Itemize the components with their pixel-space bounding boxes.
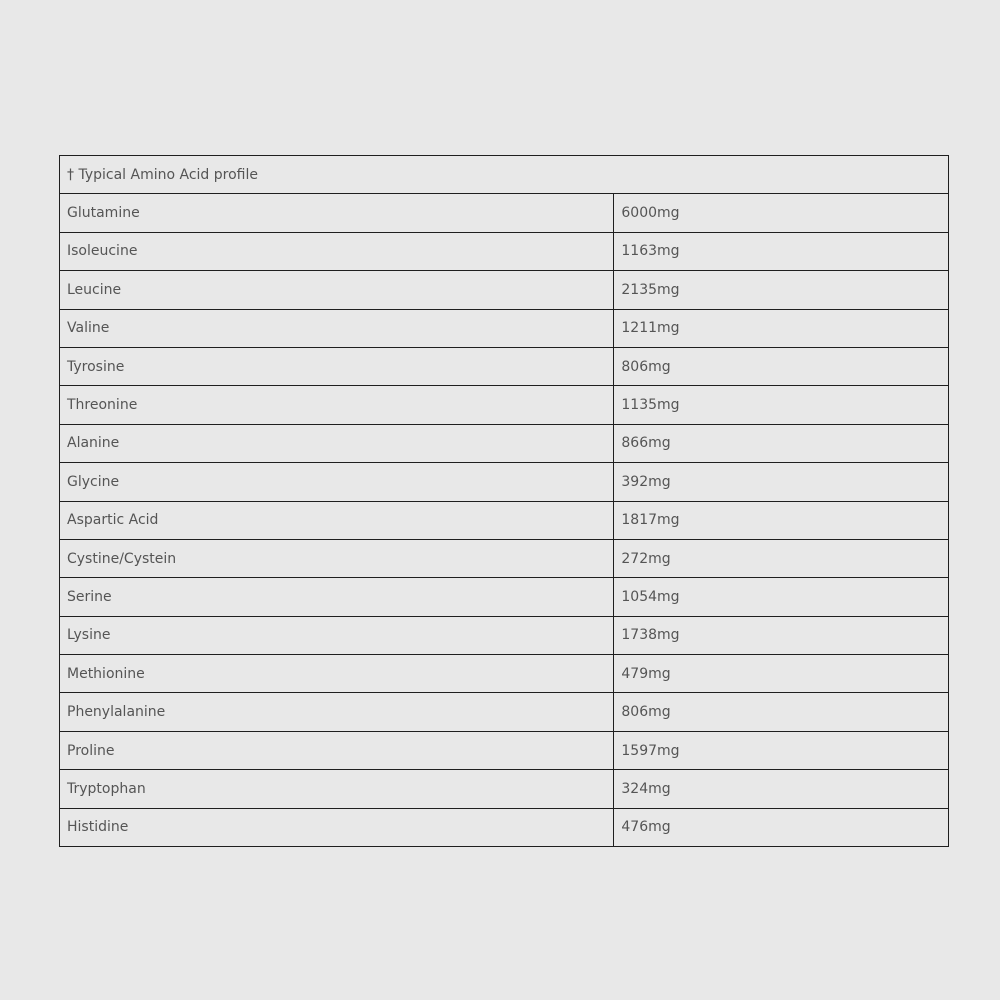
- amino-acid-name: Leucine: [60, 271, 614, 309]
- amino-acid-amount: 806mg: [614, 693, 949, 731]
- amino-acid-amount: 1738mg: [614, 616, 949, 654]
- table-header: † Typical Amino Acid profile: [60, 156, 949, 194]
- amino-acid-name: Serine: [60, 578, 614, 616]
- amino-acid-name: Threonine: [60, 386, 614, 424]
- amino-acid-name: Glycine: [60, 463, 614, 501]
- amino-acid-name: Phenylalanine: [60, 693, 614, 731]
- amino-acid-name: Aspartic Acid: [60, 501, 614, 539]
- table-row: [60, 463, 949, 501]
- amino-acid-amount: 392mg: [614, 463, 949, 501]
- amino-acid-name: Glutamine: [60, 194, 614, 232]
- table-row: [60, 770, 949, 808]
- table-row: [60, 232, 949, 270]
- amino-acid-name: Histidine: [60, 808, 614, 846]
- amino-acid-name: Tyrosine: [60, 347, 614, 385]
- amino-acid-amount: 476mg: [614, 808, 949, 846]
- table-row: [60, 501, 949, 539]
- table-row: [60, 731, 949, 769]
- amino-acid-amount: 866mg: [614, 424, 949, 462]
- amino-acid-name: Cystine/Cystein: [60, 539, 614, 577]
- amino-acid-amount: 1163mg: [614, 232, 949, 270]
- table-row: [60, 655, 949, 693]
- amino-acid-name: Methionine: [60, 655, 614, 693]
- table-row: [60, 386, 949, 424]
- amino-acid-amount: 1597mg: [614, 731, 949, 769]
- amino-acid-amount: 1054mg: [614, 578, 949, 616]
- table-row: [60, 271, 949, 309]
- table-row: [60, 616, 949, 654]
- table-row: [60, 309, 949, 347]
- amino-acid-amount: 2135mg: [614, 271, 949, 309]
- amino-acid-amount: 1135mg: [614, 386, 949, 424]
- table-row: [60, 539, 949, 577]
- amino-acid-amount: 6000mg: [614, 194, 949, 232]
- table-row: [60, 693, 949, 731]
- amino-acid-amount: 806mg: [614, 347, 949, 385]
- table-header-row: [60, 156, 949, 194]
- table-row: [60, 347, 949, 385]
- amino-acid-amount: 1817mg: [614, 501, 949, 539]
- amino-acid-amount: 272mg: [614, 539, 949, 577]
- amino-acid-amount: 324mg: [614, 770, 949, 808]
- amino-acid-name: Isoleucine: [60, 232, 614, 270]
- amino-acid-name: Tryptophan: [60, 770, 614, 808]
- amino-acid-amount: 1211mg: [614, 309, 949, 347]
- table-row: [60, 424, 949, 462]
- table-row: [60, 808, 949, 846]
- amino-acid-name: Lysine: [60, 616, 614, 654]
- amino-acid-name: Proline: [60, 731, 614, 769]
- table-row: [60, 578, 949, 616]
- amino-acid-name: Valine: [60, 309, 614, 347]
- amino-acid-table: [59, 155, 949, 847]
- table-row: [60, 194, 949, 232]
- amino-acid-amount: 479mg: [614, 655, 949, 693]
- amino-acid-name: Alanine: [60, 424, 614, 462]
